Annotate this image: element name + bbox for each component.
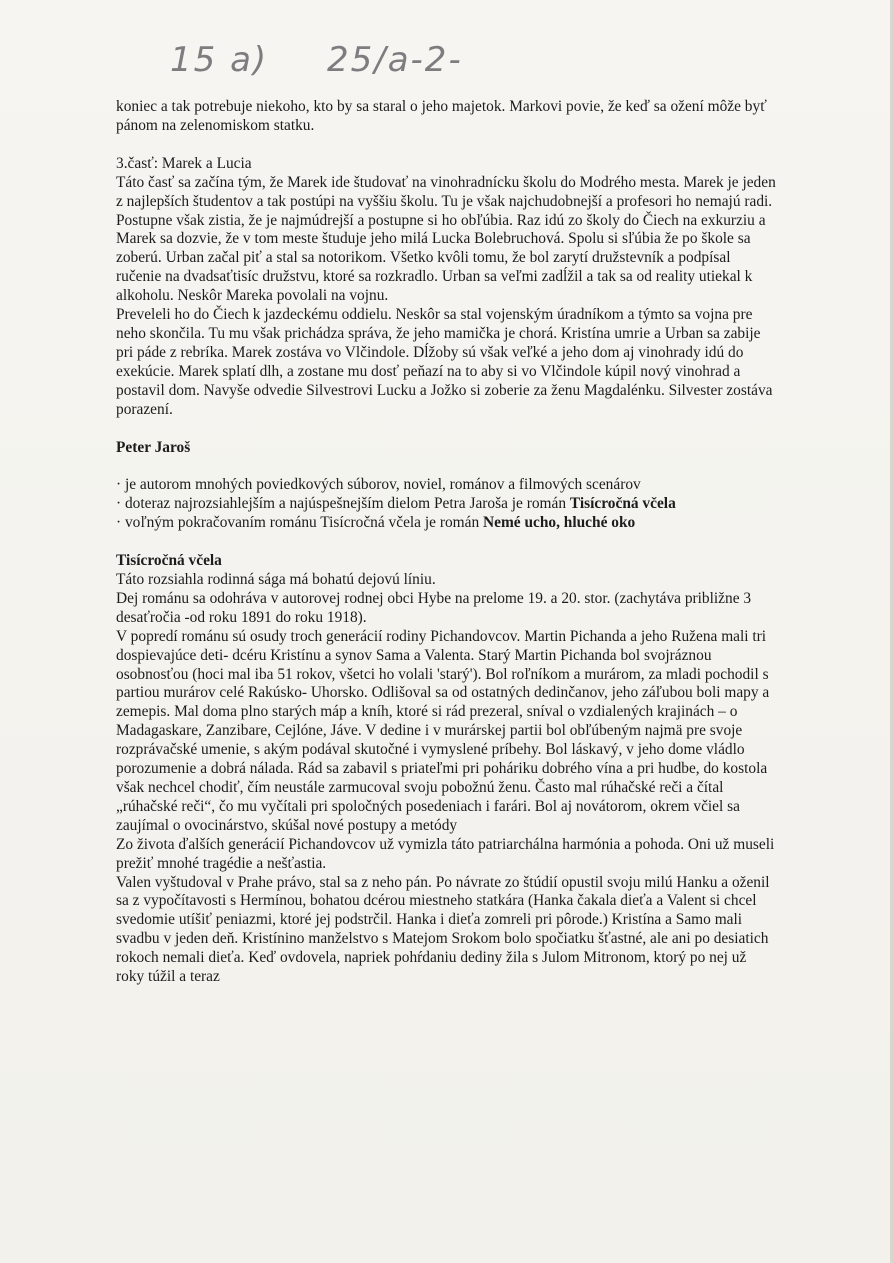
part3-paragraph-1: Táto časť sa začína tým, že Marek ide študovať na vinohradnícku školu do Modrého mesta. Marek je jeden z najlepších študentov a tak postúpi na vyššiu školu. Tu je však najchudobnejší a profesori ho nemajú radi. Postupne však zistia, že je najmúdrejší a postupne si ho obľúbia. Raz idú zo školy do Čiech na exkurziu a Marek sa dozvie, že v tom meste študuje jeho milá Lucka Bolebruchová. Spolu si sľúbia že po škole sa zoberú. Urban začal piť a stal sa notorikom. Všetko kvôli tomu, že bol zarytí družstevník a podpísal ručenie na dvadsaťtisíc družstvu, ktoré sa rozkradlo. Urban sa veľmi zadĺžil a tak sa od reality utiekal k alkoholu. Neskôr Mareka povolali na vojnu. xyxy=(116,173,776,305)
author-heading: Peter Jaroš xyxy=(116,438,191,456)
novel-paragraph-5: Valen vyštudoval v Prahe právo, stal sa z neho pán. Po návrate zo štúdií opustil svoju milú Hanku a oženil sa z vypočítavosti s Hermínou, bohatou dcérou miestneho statkára (Hanka čakala dieťa a Valent si chcel svedomie utíšiť peniazmi, ktoré jej podstrčil. Hanka i dieťa zomreli pri pôrode.) Kristína a Samo mali svadbu v jeden deň. Kristínino manželstvo s Matejom Srokom bolo spočiatku šťastné, ale ani po desiatich rokoch nemali dieťa. Keď ovdovela, napriek pohŕdaniu dediny žila s Julom Mitronom, ktorý po nej už roky túžil a teraz xyxy=(116,873,770,986)
handwritten-note xyxy=(170,40,509,80)
author-bullet-2 xyxy=(116,495,776,514)
document-body xyxy=(116,98,776,987)
author-bullet-1 xyxy=(116,476,776,495)
novel-heading: Tisícročná včela xyxy=(116,552,222,570)
novel-paragraph-2: Dej románu sa odohráva v autorovej rodnej obci Hybe na prelome 19. a 20. stor. (zachytáva približne 3 desaťročia -od roku 1891 do roku 1918). xyxy=(116,589,752,626)
novel-paragraph-1: Táto rozsiahla rodinná sága má bohatú dejovú líniu. xyxy=(116,571,436,589)
author-bullet-3 xyxy=(116,514,776,533)
author-bullet-2-bold: Tisícročná včela xyxy=(569,495,676,513)
author-bullet-3-text: · voľným pokračovaním románu Tisícročná včela je román xyxy=(116,514,483,532)
author-bullet-1-text: · je autorom mnohých poviedkových súborov, noviel, románov a filmových scenárov xyxy=(116,476,641,494)
author-bullet-3-bold: Nemé ucho, hluché oko xyxy=(483,514,636,532)
author-bullet-2-text: · doteraz najrozsiahlejším a najúspešnejším dielom Petra Jaroša je román xyxy=(116,495,570,513)
novel-paragraph-4: Zo života ďalších generácií Pichandovcov už vymizla táto patriarchálna harmónia a pohoda. Oni už museli prežiť mnohé tragédie a nešťastia. xyxy=(116,835,775,872)
part3-title: 3.časť: Marek a Lucia xyxy=(116,154,252,172)
handwritten-note-right: 25/a-2- xyxy=(326,40,463,80)
part3-paragraph-2: Preveleli ho do Čiech k jazdeckému oddielu. Neskôr sa stal vojenským úradníkom a týmto sa vojna pre neho skončila. Tu mu však prichádza správa, že jeho mamička je chorá. Kristína umrie a Urban sa zabije pri páde z rebríka. Marek zostáva vo Vlčindole. Dĺžoby sú však veľké a jeho dom aj vinohrady idú do exekúcie. Marek splatí dlh, a zostane mu dosť peňazí na to aby si vo Vlčindole kúpil nový vinohrad a postavil dom. Navyše odvedie Silvestrovi Lucku a Jožko si zoberie za ženu Magdalénku. Silvester zostáva porazení. xyxy=(116,306,773,418)
novel-paragraph-3: V popredí románu sú osudy troch generácií rodiny Pichandovcov. Martin Pichanda a jeho Ružena mali tri dospievajúce deti- dcéru Kristínu a synov Sama a Valenta. Starý Martin Pichanda bol svojráznou osobnosťou (hoci mal iba 51 rokov, všetci ho volali 'starý'). Bol roľníkom a murárom, za mladi pochodil s partiou murárov celé Rakúsko- Uhorsko. Odlišoval sa od ostatných dedinčanov, jeho záľubou boli mapy a zemepis. Mal doma plno starých máp a kníh, ktoré si rád prezeral, sníval o vzdialených krajinách – o Madagaskare, Zanzibare, Cejlóne, Jáve. V dedine i v murárskej partii bol obľúbeným najmä pre svoje rozprávačské umenie, s akým podával skutočné i vymyslené príbehy. Bol láskavý, v jeho dome vládlo porozumenie a dobrá nálada. Rád sa zabavil s priateľmi pri poháriku dobrého vína a pri hudbe, do kostola však nechcel chodiť, čím neustále zarmucoval svoju pobožnú ženu. Často mal rúhačské reči a čítal „rúhačské reči“, čo mu vyčítali pri spoločných posedeniach i farári. Bol aj novátorom, okrem včiel sa zaujímal o ovocinárstvo, skúšal nové postupy a metódy xyxy=(116,627,770,834)
intro-paragraph: koniec a tak potrebuje niekoho, kto by sa staral o jeho majetok. Markovi povie, že keď sa ožení môže byť pánom na zelenomiskom statku. xyxy=(116,98,767,134)
handwritten-note-left: 15 a) xyxy=(170,40,269,80)
